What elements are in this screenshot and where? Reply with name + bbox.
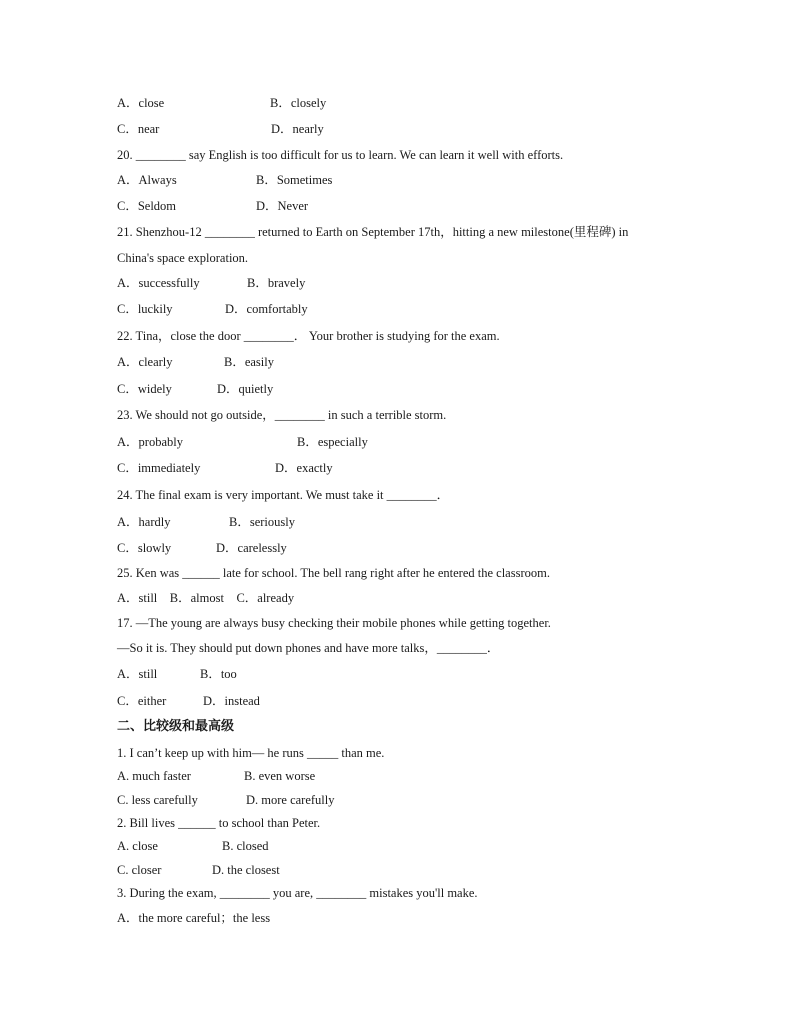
q25-stem: 25. Ken was ______ late for school. The bell rang right after he entered the classroom. (117, 566, 550, 580)
s2-q1-stem: 1. I can’t keep up with him— he runs _____ than me. (117, 746, 385, 760)
s2-q2-option-c: C. closer (117, 863, 162, 877)
s2-q2-option-d: D. the closest (212, 863, 280, 877)
q17-stem-line1: 17. —The young are always busy checking their mobile phones while getting together. (117, 616, 551, 630)
q24-option-d: D．carelessly (216, 541, 287, 555)
s2-q3-stem: 3. During the exam, ________ you are, ________ mistakes you'll make. (117, 886, 478, 900)
q21-option-b: B．bravely (247, 276, 306, 290)
q21-option-d: D．comfortably (225, 302, 308, 316)
q21-option-c: C．luckily (117, 302, 173, 316)
section-heading-comparatives: 二、比较级和最高级 (117, 719, 235, 734)
q19-option-d: D．nearly (271, 122, 324, 136)
q17-option-c: C．either (117, 694, 167, 708)
q20-stem: 20. ________ say English is too difficult for us to learn. We can learn it well with efforts. (117, 148, 564, 162)
q21-stem-line2: China's space exploration. (117, 251, 249, 265)
q23-option-d: D．exactly (275, 461, 333, 475)
q17-option-b: B．too (200, 667, 237, 681)
q17-stem-line2: —So it is. They should put down phones and have more talks，________． (117, 641, 500, 655)
q22-option-d: D．quietly (217, 382, 274, 396)
q23-option-a: A．probably (117, 435, 183, 449)
q19-option-c: C．near (117, 122, 160, 136)
q21-option-a: A．successfully (117, 276, 200, 290)
q20-option-b: B．Sometimes (256, 173, 333, 187)
s2-q3-option-a: A．the more careful；the less (117, 911, 271, 925)
q22-option-b: B．easily (224, 355, 274, 369)
s2-q1-option-b: B. even worse (244, 769, 316, 783)
q25-options: A．still B．almost C．already (117, 591, 295, 605)
q24-option-b: B．seriously (229, 515, 295, 529)
s2-q1-option-d: D. more carefully (246, 793, 335, 807)
s2-q1-option-c: C. less carefully (117, 793, 198, 807)
q22-option-c: C．widely (117, 382, 172, 396)
q23-stem: 23. We should not go outside，________ in such a terrible storm. (117, 408, 447, 422)
q17-option-a: A．still (117, 667, 158, 681)
q20-option-c: C．Seldom (117, 199, 177, 213)
q20-option-d: D．Never (256, 199, 309, 213)
s2-q2-option-a: A. close (117, 839, 158, 853)
q23-option-c: C．immediately (117, 461, 201, 475)
q22-stem: 22. Tina，close the door ________． Your brother is studying for the exam. (117, 329, 500, 343)
q19-option-b: B．closely (270, 96, 327, 110)
q17-option-d: D．instead (203, 694, 260, 708)
q23-option-b: B．especially (297, 435, 368, 449)
q19-option-a: A．close (117, 96, 165, 110)
q24-option-a: A．hardly (117, 515, 171, 529)
s2-q1-option-a: A. much faster (117, 769, 191, 783)
q20-option-a: A．Always (117, 173, 177, 187)
q21-stem-line1: 21. Shenzhou-12 ________ returned to Earth on September 17th，hitting a new milestone(里程碑) in (117, 225, 629, 239)
s2-q2-stem: 2. Bill lives ______ to school than Peter. (117, 816, 321, 830)
q24-stem: 24. The final exam is very important. We must take it ________． (117, 488, 450, 502)
s2-q2-option-b: B. closed (222, 839, 269, 853)
q22-option-a: A．clearly (117, 355, 173, 369)
q24-option-c: C．slowly (117, 541, 172, 555)
